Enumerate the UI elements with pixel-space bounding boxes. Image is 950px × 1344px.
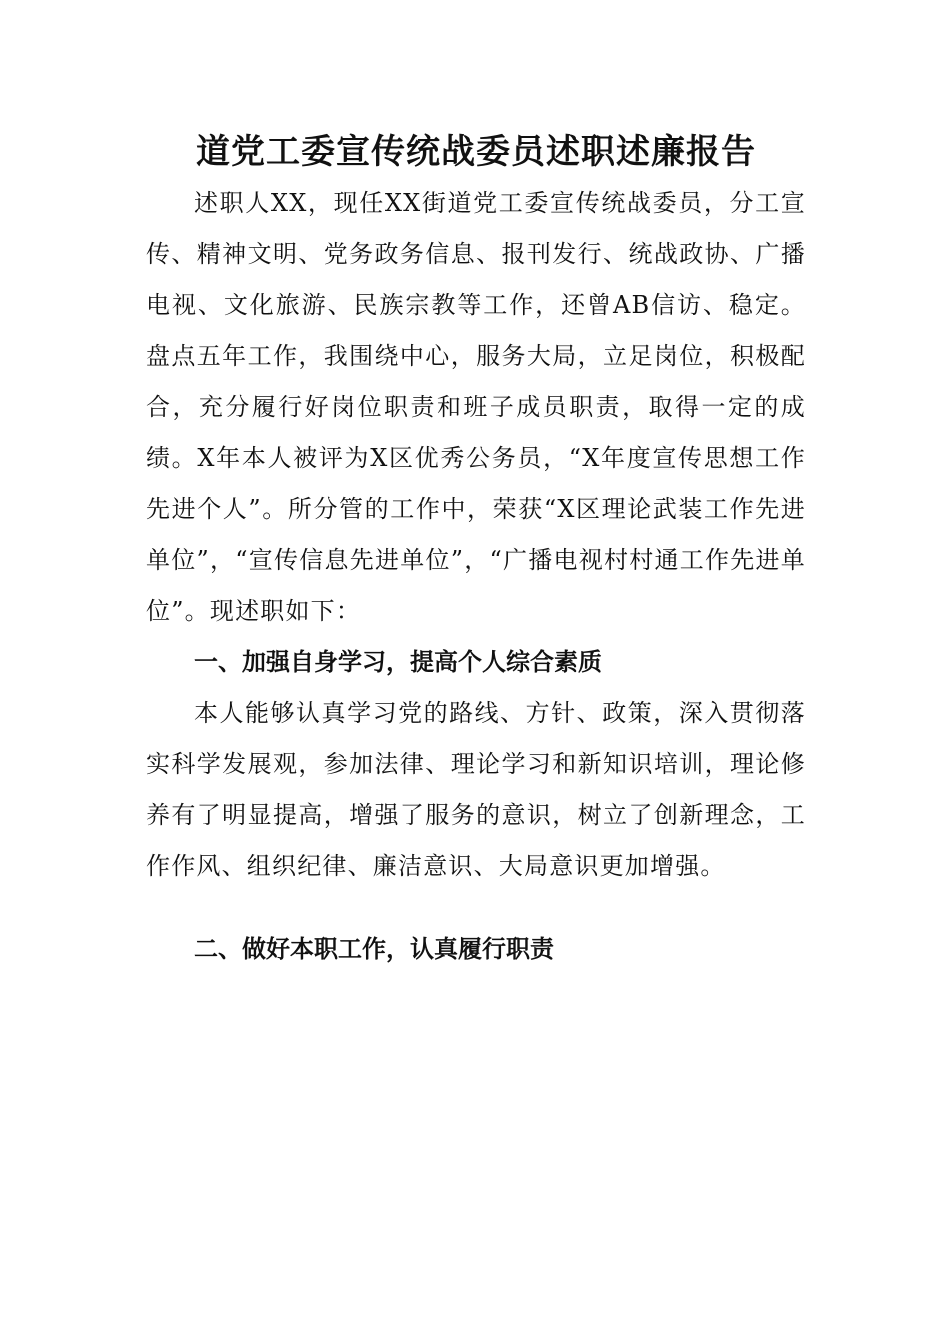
section-heading-2: 二、做好本职工作，认真履行职责 bbox=[194, 935, 554, 963]
intro-paragraph: 述职人XX，现任XX街道党工委宣传统战委员，分工宣传、精神文明、党务政务信息、报刊发行、统战政协、广播电视、文化旅游、民族宗教等工作，还曾AB信访、稳定。盘点五年工作，我围绕中心，服务大局，立足岗位，积极配合，充分履行好岗位职责和班子成员职责，取得一定的成绩。X年本人被评为X区优秀公务员，“X年度宣传思想工作先进个人”。所分管的工作中，荣获“X区理论武装工作先进单位”，“宣传信息先进单位”，“广播电视村村通工作先进单位”。现述职如下： bbox=[146, 189, 806, 625]
document-page bbox=[146, 126, 806, 975]
document-title: 道党工委宣传统战委员述职述廉报告 bbox=[196, 132, 756, 172]
section-heading-1: 一、加强自身学习，提高个人综合素质 bbox=[194, 648, 602, 676]
section-spacer bbox=[146, 892, 806, 924]
section-body-1: 本人能够认真学习党的路线、方针、政策，深入贯彻落实科学发展观，参加法律、理论学习和新知识培训，理论修养有了明显提高，增强了服务的意识，树立了创新理念，工作作风、组织纪律、廉洁意识、大局意识更加增强。 bbox=[146, 699, 806, 880]
